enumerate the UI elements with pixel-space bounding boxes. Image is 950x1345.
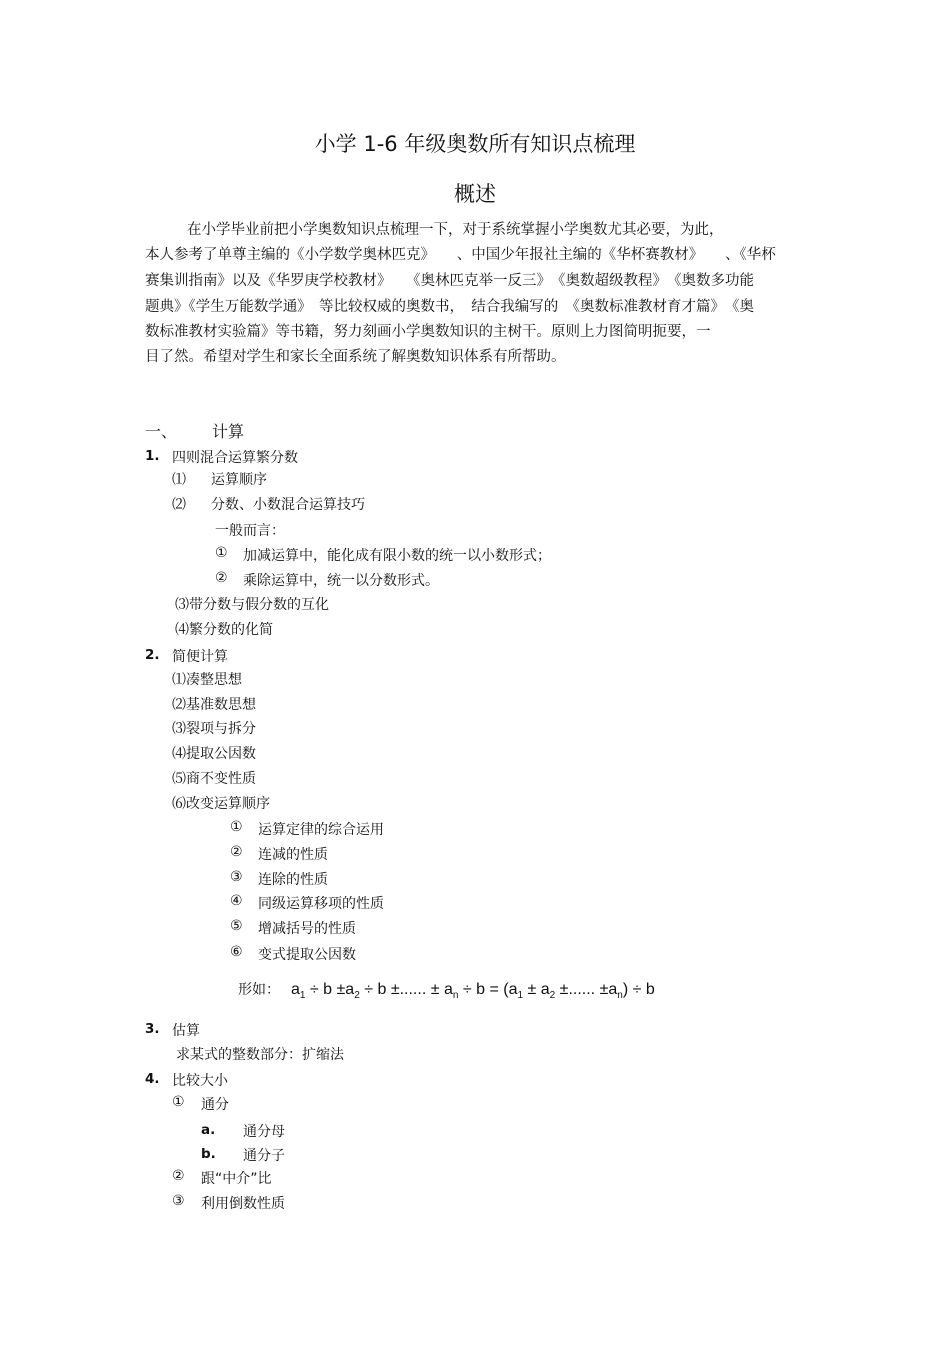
note-text: 一般而言： bbox=[215, 523, 285, 539]
item-number: b. bbox=[201, 1146, 216, 1162]
list-item: ⑶裂项与拆分 bbox=[172, 721, 256, 737]
item-number: ⑥ bbox=[230, 944, 243, 960]
list-item: ⑵基准数思想 bbox=[172, 697, 256, 713]
list-item: ⑷提取公因数 bbox=[172, 746, 256, 762]
list-item: 求某式的整数部分：扩缩法 bbox=[176, 1047, 344, 1063]
list-item: ⑶带分数与假分数的互化 bbox=[175, 597, 329, 613]
list-item: 运算定律的综合运用 bbox=[258, 822, 384, 838]
list-item: 乘除运算中，统一以分数形式。 bbox=[243, 573, 439, 589]
item-number: ② bbox=[215, 570, 228, 586]
item-number: ③ bbox=[172, 1193, 185, 1209]
list-item: 通分母 bbox=[243, 1124, 285, 1140]
list-item: 同级运算移项的性质 bbox=[258, 896, 384, 912]
item-number: ③ bbox=[230, 869, 243, 885]
intro-line: 目了然。希望对学生和家长全面系统了解奥数知识体系有所帮助。 bbox=[145, 349, 566, 365]
list-item: 通分子 bbox=[243, 1148, 285, 1164]
list-item: 增减括号的性质 bbox=[258, 921, 356, 937]
topic-title: 估算 bbox=[172, 1023, 200, 1039]
list-item: 运算顺序 bbox=[211, 472, 267, 488]
intro-line: 赛集训指南》以及《华罗庚学校教材》 《奥林匹克举一反三》 《奥数超级教程》 《奥数多功能 bbox=[145, 273, 754, 289]
topic-number: 4. bbox=[145, 1071, 160, 1087]
intro-line: 本人参考了单尊主编的《小学数学奥林匹克》 、中国少年报社主编的《华杯赛教材》 、《华杯 bbox=[145, 247, 776, 263]
formula: $a_1 \div b \pm a_2 \div b$ ±...... ± $a_n \div b = (a_1 \pm a_2$ ±...... $\pm a_n) \div b$ bbox=[291, 981, 655, 1002]
list-item: 通分 bbox=[201, 1097, 229, 1113]
topic-title: 四则混合运算繁分数 bbox=[172, 450, 298, 466]
list-item: 跟“中介”比 bbox=[201, 1171, 272, 1187]
list-item: 分数、小数混合运算技巧 bbox=[211, 497, 365, 513]
list-item: 利用倒数性质 bbox=[201, 1196, 285, 1212]
item-number: ⑴ bbox=[172, 472, 186, 488]
list-item: 连除的性质 bbox=[258, 872, 328, 888]
topic-number: 1. bbox=[145, 448, 160, 464]
item-number: ① bbox=[172, 1094, 185, 1110]
intro-line: 在小学毕业前把小学奥数知识点梳理一下，对于系统掌握小学奥数尤其必要，为此， bbox=[187, 222, 724, 238]
item-number: ② bbox=[230, 844, 243, 860]
item-number: a. bbox=[201, 1122, 216, 1138]
item-number: ④ bbox=[230, 893, 243, 909]
list-item: ⑷繁分数的化简 bbox=[175, 622, 273, 638]
item-number: ② bbox=[172, 1168, 185, 1184]
list-item: ⑴凑整思想 bbox=[172, 672, 242, 688]
topic-number: 2. bbox=[145, 647, 160, 663]
topic-title: 简便计算 bbox=[172, 649, 228, 665]
list-item: 加减运算中，能化成有限小数的统一以小数形式； bbox=[243, 548, 551, 564]
item-number: ① bbox=[215, 545, 228, 561]
list-item: ⑸商不变性质 bbox=[172, 771, 256, 787]
item-number: ① bbox=[230, 819, 243, 835]
list-item: 变式提取公因数 bbox=[258, 947, 356, 963]
section-subtitle: 概述 bbox=[454, 182, 496, 206]
list-item: 连减的性质 bbox=[258, 847, 328, 863]
topic-number: 3. bbox=[145, 1021, 160, 1037]
item-number: ⑵ bbox=[172, 497, 186, 513]
section-number: 一、 bbox=[145, 422, 178, 441]
topic-title: 比较大小 bbox=[172, 1073, 228, 1089]
intro-line: 数标准教材实验篇》等书籍，努力刻画小学奥数知识的主树干。原则上力图简明扼要，一 bbox=[145, 324, 711, 340]
section-heading: 计算 bbox=[212, 422, 245, 441]
formula-label: 形如： bbox=[238, 982, 280, 998]
item-number: ⑤ bbox=[230, 918, 243, 934]
list-item: ⑹改变运算顺序 bbox=[172, 796, 270, 812]
page-title: 小学 1-6 年级奥数所有知识点梳理 bbox=[314, 132, 636, 156]
intro-line: 题典》《学生万能数学通》 等比较权威的奥数书， 结合我编写的 《奥数标准教材育才篇》 《奥 bbox=[145, 299, 754, 315]
